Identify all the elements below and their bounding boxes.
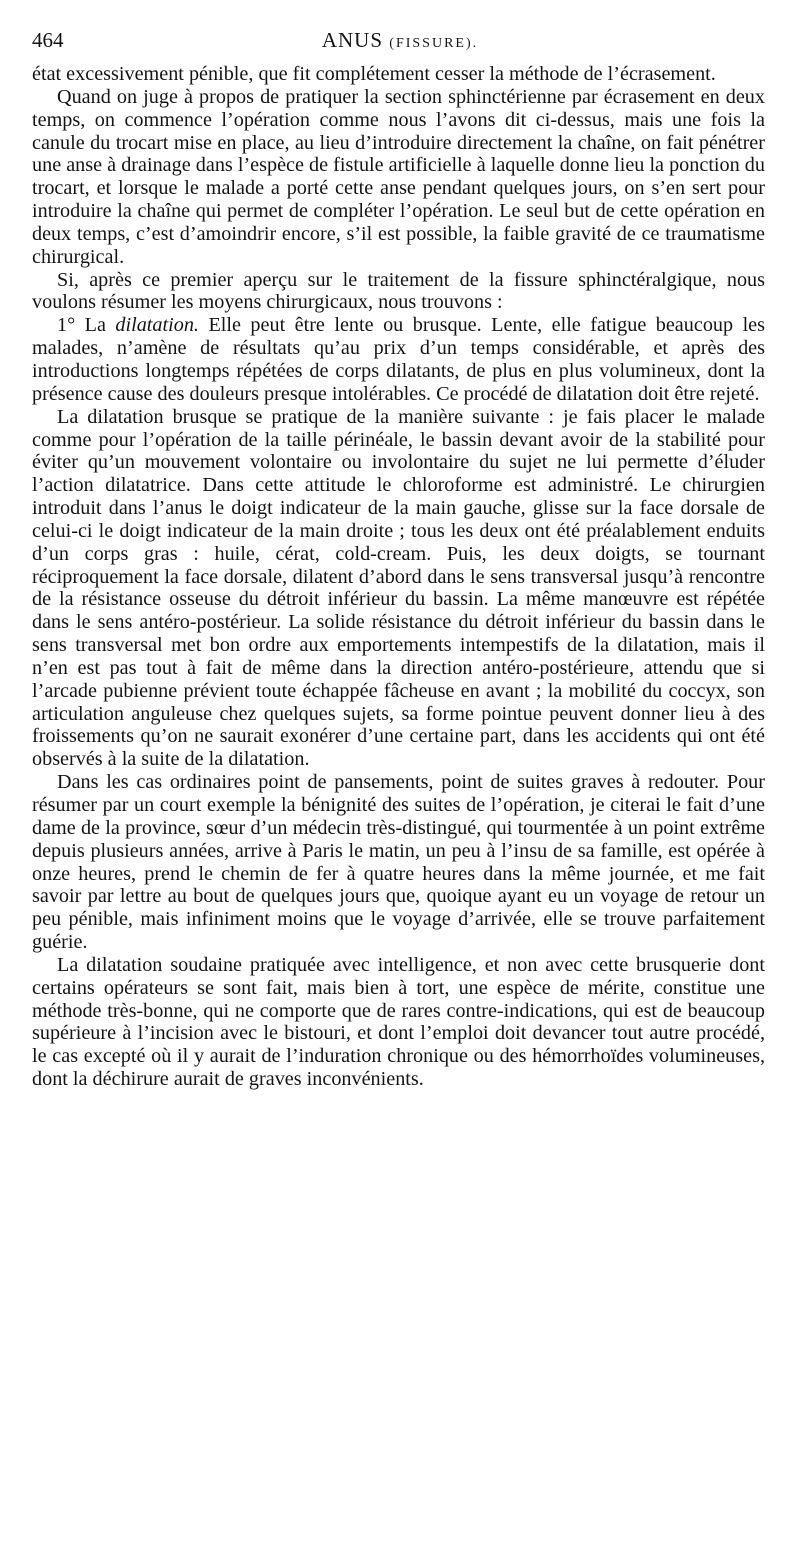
page-header	[32, 28, 768, 58]
running-head-subtitle: (FISSURE).	[389, 36, 479, 51]
paragraph-dilatation	[32, 314, 765, 405]
running-head-title: ANUS	[321, 28, 384, 52]
page-number: 464	[32, 28, 64, 52]
paragraph: Si, après ce premier aperçu sur le traitement de la fissure sphinctéralgique, nous voulons résumer les moyens chirurgicaux, nous trouvons :	[32, 268, 765, 314]
running-head	[32, 28, 768, 53]
paragraph: Dans les cas ordinaires point de pansements, point de suites graves à redouter. Pour résumer par un court exemple la bénignité des suites de l’opération, je citerai le fait d’une dame de la province, sœur d’un médecin très-distingué, qui tourmentée à un point extrême depuis plusieurs années, arrive à Paris le matin, un peu à l’insu de sa famille, est opérée à onze heures, prend le chemin de fer à quatre heures dans la même journée, et me fait savoir par lettre au bout de quelques jours que, quoique ayant eu un voyage de retour un peu pénible, mais infiniment moins que le voyage d’arrivée, elle se trouve parfaitement guérie.	[32, 771, 765, 954]
paragraph-continuation: état excessivement pénible, que fit complétement cesser la méthode de l’écrasement.	[32, 63, 716, 85]
paragraph: La dilatation soudaine pratiquée avec intelligence, et non avec cette brusquerie dont certains opérateurs se sont fait, mais bien à tort, une espèce de mérite, constitue une méthode très-bonne, qui ne comporte que de rares contre-indications, qui est de beaucoup supérieure à l’incision avec le bistouri, et dont l’emploi doit devancer tout autre procédé, le cas excepté où il y aurait de l’induration chronique ou des hémorrhoïdes volumineuses, dont la déchirure aurait de graves inconvénients.	[32, 953, 765, 1091]
body-text	[32, 63, 765, 1091]
list-marker: 1° La	[57, 314, 116, 337]
paragraph: La dilatation brusque se pratique de la manière suivante : je fais placer le malade comme pour l’opération de la taille périnéale, le bassin devant avoir de la stabilité pour éviter qu’un mouvement volontaire ou involontaire du sujet ne lui permette d’éluder l’action dilatatrice. Dans cette attitude le chloroforme est administré. Le chirurgien introduit dans l’anus le doigt indicateur de la main gauche, glisse sur la face dorsale de celui-ci le doigt indicateur de la main droite ; tous les deux ont été préalablement enduits d’un corps gras : huile, cérat, cold-cream. Puis, les deux doigts, se tournant réciproquement la face dorsale, dilatent d’abord dans le sens transversal jusqu’à rencontre de la résistance osseuse du détroit inférieur du bassin. La même manœuvre est répétée dans le sens antéro-postérieur. La solide résistance du détroit inférieur du bassin dans le sens transversal met bon ordre aux emportements intempestifs de la dilatation, mais il n’en est pas tout à fait de même dans la direction antéro-postérieure, attendu que si l’arcade pubienne prévient toute échappée fâcheuse en avant ; la mobilité du coccyx, son articulation anguleuse chez quelques sujets, sa forme pointue peuvent donner lieu à des froissements qu’on ne saurait exonérer d’une certaine part, dans les accidents qui ont été observés à la suite de la dilatation.	[32, 405, 765, 771]
paragraph-text: Elle peut être lente ou brusque. Lente, elle fatigue beaucoup les malades, n’amène de résultats qu’au prix d’un temps considérable, et après des introductions longtemps répétées de corps dilatants, de plus en plus volumineux, dont la présence cause des douleurs presque intolérables. Ce procédé de dilatation doit être rejeté.	[32, 314, 765, 405]
italic-term: dilatation.	[115, 314, 199, 337]
paragraph: Quand on juge à propos de pratiquer la section sphinctérienne par écrasement en deux temps, on commence l’opération comme nous l’avons dit ci-dessus, mais une fois la canule du trocart mise en place, au lieu d’introduire directement la chaîne, on fait pénétrer une anse à drainage dans l’espèce de fistule artificielle à laquelle donne lieu la ponction du trocart, et lorsque le malade a porté cette anse pendant quelques jours, on s’en sert pour introduire la chaîne qui permet de compléter l’opération. Le seul but de cette opération en deux temps, c’est d’amoindrir encore, s’il est possible, la faible gravité de ce traumatisme chirurgical.	[32, 85, 765, 268]
